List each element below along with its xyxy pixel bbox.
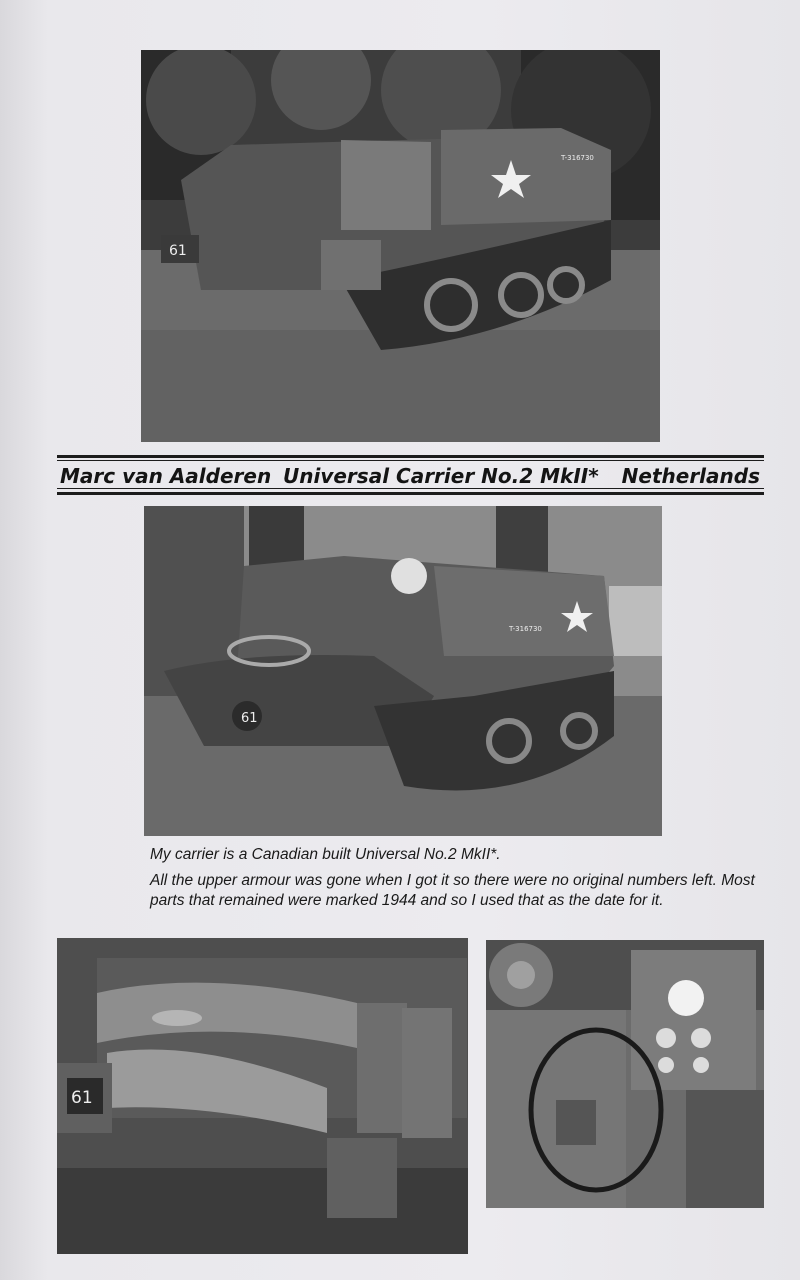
photo-driver-instrument-panel: [486, 940, 764, 1208]
owner-name: Marc van Aalderen: [60, 464, 272, 488]
country-name: Netherlands: [621, 464, 760, 488]
photo-carrier-rear-three-quarter: [141, 50, 660, 442]
census-number-text: T-316730: [509, 625, 542, 633]
header-rule-top: [57, 455, 764, 458]
header-rule-bottom: [57, 492, 764, 495]
header-rule-top-thin: [57, 460, 764, 461]
caption-intro: My carrier is a Canadian built Universal No.2 MkII*.: [150, 846, 501, 863]
vehicle-number-text: 61: [71, 1088, 93, 1108]
vehicle-number-text: 61: [169, 243, 187, 259]
vehicle-title: Universal Carrier No.2 MkII*: [283, 464, 599, 488]
photo-rear-stowage: [57, 938, 468, 1254]
caption-body: All the upper armour was gone when I got it so there were no original numbers left. Most parts that remained were marked 1944 and so I used that as the date for it.: [150, 872, 755, 909]
vehicle-number-text: 61: [241, 711, 258, 726]
census-number-text: T-316730: [561, 154, 594, 162]
header-rule-bottom-thin: [57, 488, 764, 489]
photo-carrier-front-three-quarter: [144, 506, 662, 836]
